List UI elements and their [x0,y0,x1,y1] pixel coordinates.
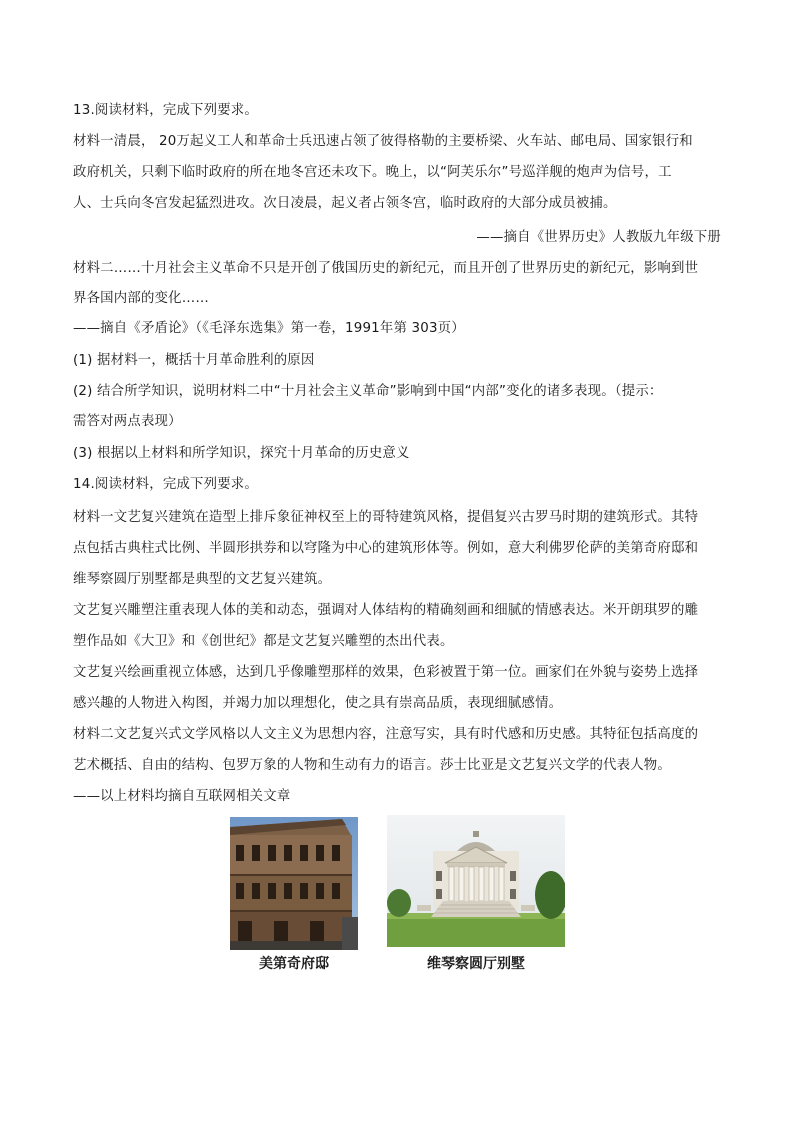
q14-painting-line2: 感兴趣的人物进入构图，并竭力加以理想化，使之具有崇高品质，表现细腻感情。 [73,696,563,711]
q14-material1-line1: 材料一文艺复兴建筑在造型上排斥象征神权至上的哥特建筑风格，提倡复兴古罗马时期的建筑形式。其特 [73,510,699,525]
q14-sculpture-line2: 塑作品如《大卫》和《创世纪》都是文艺复兴雕塑的杰出代表。 [73,634,454,649]
q13-material2-line1: 材料二……十月社会主义革命不只是开创了俄国历史的新纪元，而且开创了世界历史的新纪元，影响到世 [73,261,699,276]
q14-painting-line1: 文艺复兴绘画重视立体感，达到几乎像雕塑那样的效果，色彩被置于第一位。画家们在外貌与姿势上选择 [73,665,699,680]
q14-material1-line2: 点包括古典柱式比例、半圆形拱券和以穹隆为中心的建筑形体等。例如，意大利佛罗伦萨的美第奇府邸和 [73,541,699,556]
q13-question2-line1: (2) 结合所学知识，说明材料二中“十月社会主义革命”影响到中国“内部”变化的诸多表现。（提示： [73,384,663,399]
q13-material2-source: ——摘自《矛盾论》（《毛泽东选集》第一卷，1991年第 303页） [73,321,465,336]
q13-question1: (1) 据材料一，概括十月革命胜利的原因 [73,353,315,368]
q13-material1-line2: 政府机关，只剩下临时政府的所在地冬宫还未攻下。晚上，以“阿芙乐尔”号巡洋舰的炮声为信号，工 [73,165,672,180]
q13-material1-line1: 材料一清晨， 20万起义工人和革命士兵迅速占领了彼得格勒的主要桥梁、火车站、邮电局、国家银行和 [73,134,693,149]
q14-source: ——以上材料均摘自互联网相关文章 [73,789,291,804]
q13-material2-line2: 界各国内部的变化…… [73,291,209,306]
q13-material1-source: ——摘自《世界历史》人教版九年级下册 [476,230,721,245]
villa-rotonda-caption: 维琴察圆厅别墅 [427,956,525,972]
q14-sculpture-line1: 文艺复兴雕塑注重表现人体的美和动态，强调对人体结构的精确刻画和细腻的情感表达。米开朗琪罗的雕 [73,603,699,618]
q14-material2-line2: 艺术概括、自由的结构、包罗万象的人物和生动有力的语言。莎士比亚是文艺复兴文学的代表人物。 [73,758,671,773]
q13-question2-line2: 需答对两点表现） [73,414,182,429]
q13-heading: 13.阅读材料，完成下列要求。 [73,103,258,118]
q14-material1-line3: 维琴察圆厅别墅都是典型的文艺复兴建筑。 [73,572,332,587]
q13-material1-line3: 人、士兵向冬宫发起猛烈进攻。次日凌晨，起义者占领冬宫，临时政府的大部分成员被捕。 [73,196,617,211]
q14-heading: 14.阅读材料，完成下列要求。 [73,477,258,492]
q13-question3: (3) 根据以上材料和所学知识，探究十月革命的历史意义 [73,446,410,461]
medici-palace-caption: 美第奇府邸 [259,956,329,972]
medici-palace-photo [230,817,358,950]
q14-material2-line1: 材料二文艺复兴式文学风格以人文主义为思想内容，注意写实，具有时代感和历史感。其特征包括高度的 [73,727,699,742]
villa-rotonda-photo [387,815,565,947]
